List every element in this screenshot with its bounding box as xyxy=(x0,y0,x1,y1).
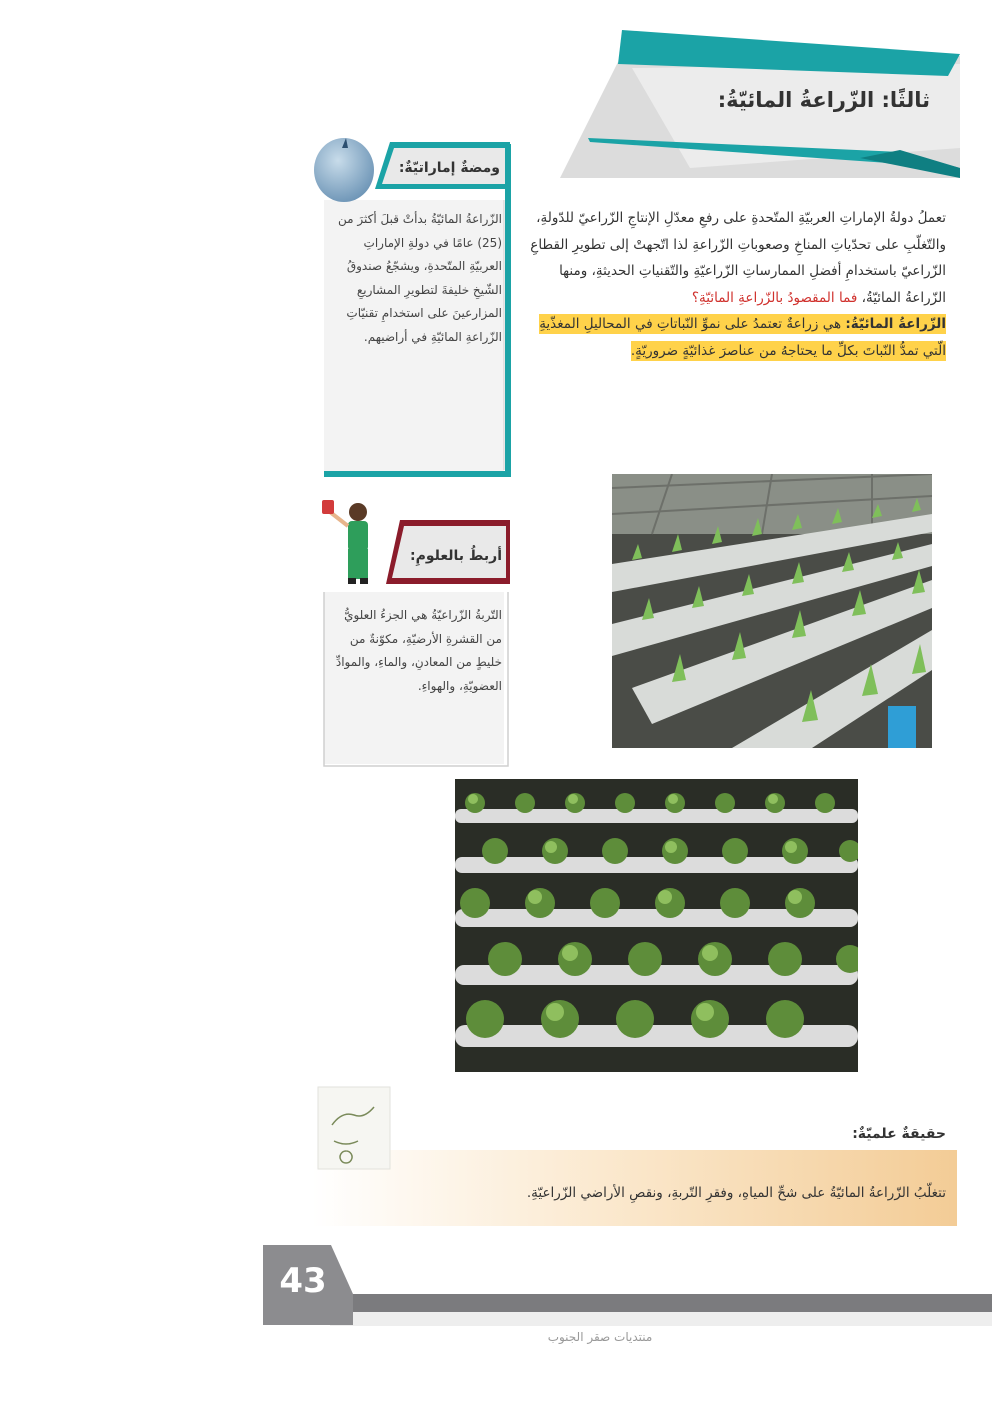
fact-title: حقيقةٌ علميّةٌ: xyxy=(852,1126,946,1142)
emirati-box-body: الزّراعةُ المائيّةُ بدأتْ قبلَ أكثرَ من (25) عامًا في دولةِ الإماراتِ العربيّةِ المتّحدةِ، ويشجّعُ صندوقُ الشّيخِ خليفةَ لتطويرِ المشاريعِ المزارعينَ على استخدامِ تقنيّاتِ الزّراعةِ المائيّةِ في أراضيهم. xyxy=(338,212,502,344)
science-box-body: التّربةُ الزّراعيّةُ هي الجزءُ العلويُّ من القشرةِ الأرضيّةِ، مكوّنةٌ من خليطٍ من المعادنِ، والماءِ، والموادِّ العضويّةِ، والهواءِ. xyxy=(335,608,502,693)
definition-term: الزّراعةُ المائيّةُ: xyxy=(845,316,946,332)
main-paragraph xyxy=(520,205,946,364)
science-box-title: أربطُ بالعلومِ: xyxy=(409,548,502,564)
hydroponic-greenhouse-photo xyxy=(612,474,932,748)
footer-bar xyxy=(330,1294,992,1326)
scientist-sketch-icon xyxy=(316,1085,392,1171)
section-title: ثالثًا: الزّراعةُ المائيّةُ: xyxy=(717,88,930,112)
intro-text: تعملُ دولةُ الإماراتِ العربيّةِ المتّحدةِ على رفعِ معدّلِ الإنتاجِ الزّراعيّ للدّولةِ، والتّغلّبِ على تحدّياتِ المناخِ وصعوباتِ الزّراعةِ لذا اتّجهتْ إلى تطويرِ القطاعِ الزّراعيّ باستخدامِ أفضلِ الممارساتِ الزّراعيّةِ والتّقنياتِ الحديثةِ، ومنها الزّراعةُ المائيّةُ، xyxy=(530,210,946,306)
fact-text: تتغلّبُ الزّراعةُ المائيّةُ على شحِّ المياهِ، وفقرِ التّربةِ، ونقصِ الأراضي الزّراعيّةِ. xyxy=(526,1185,946,1201)
forum-credit: منتديات صقر الجنوب xyxy=(547,1330,653,1344)
question-text: فما المقصودُ بالزّراعةِ المائيّةِ؟ xyxy=(691,289,858,306)
section-header-banner xyxy=(560,28,960,198)
hydroponic-lettuce-photo xyxy=(455,779,858,1072)
definition-text: هي زراعةٌ تعتمدُ على نموِّ النّباتاتِ في المحاليلِ المغذّيةِ الّتي تمدُّ النّباتَ بكلِّ ما يحتاجهُ من عناصرَ غذائيّةٍ ضروريّةٍ. xyxy=(539,316,946,359)
emirati-box-title: ومضةٌ إماراتيّةٌ: xyxy=(398,160,500,176)
definition-highlight xyxy=(539,314,946,361)
page-number: 43 xyxy=(279,1261,327,1301)
child-watering-icon xyxy=(318,494,382,590)
